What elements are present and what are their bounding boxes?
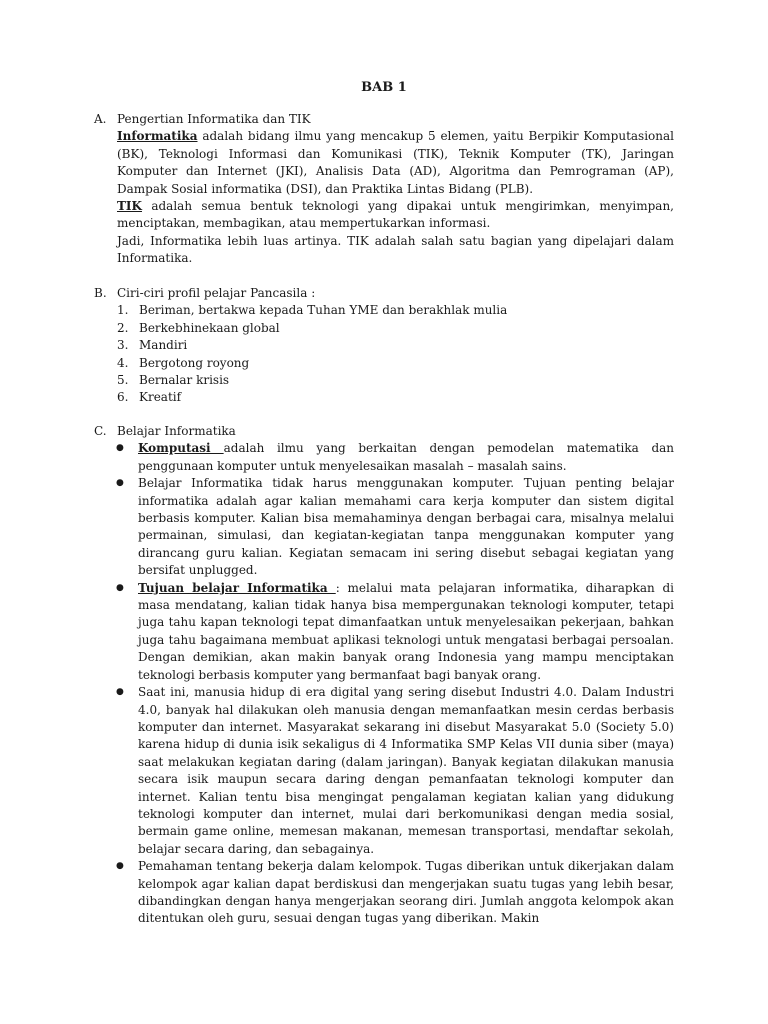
section-a-title: Pengertian Informatika dan TIK bbox=[117, 112, 311, 126]
list-text: Mandiri bbox=[139, 338, 188, 353]
list-item bbox=[112, 684, 674, 858]
bullet-icon: ● bbox=[116, 443, 124, 454]
section-b-title: Ciri-ciri profil pelajar Pancasila : bbox=[117, 286, 316, 300]
list-number: 2. bbox=[117, 320, 129, 335]
bullet-1-body: adalah ilmu yang berkaitan dengan pemodelan matematika dan penggunaan komputer untuk menyelesaikan masalah – masalah sains. bbox=[138, 441, 675, 473]
list-text: Bergotong royong bbox=[139, 355, 250, 370]
list-number: 5. bbox=[117, 373, 129, 388]
list-text: Beriman, bertakwa kepada Tuhan YME dan berakhlak mulia bbox=[139, 303, 508, 318]
list-item bbox=[117, 372, 674, 389]
list-number: 6. bbox=[117, 390, 129, 405]
list-number: 3. bbox=[117, 338, 129, 353]
paragraph-informatika-text: adalah bidang ilmu yang mencakup 5 elemen, yaitu Berpikir Komputasional (BK), Teknologi Informasi dan Komunikasi (TIK), Teknik Komputer (TK), Jaringan Komputer dan Internet (JKI), Analisis Data (AD), Algoritma dan Pemrograman (AP), Dampak Sosial informatika (DSI), dan Praktika Lintas Bidang (PLB). bbox=[117, 129, 674, 196]
list-text: Bernalar krisis bbox=[139, 373, 230, 388]
section-a bbox=[94, 111, 674, 268]
section-c-heading bbox=[94, 423, 674, 440]
section-b bbox=[94, 285, 674, 407]
bullet-icon: ● bbox=[116, 582, 124, 593]
term-komputasi: Komputasi bbox=[138, 441, 224, 456]
section-c-title: Belajar Informatika bbox=[117, 424, 236, 438]
list-text: Berkebhinekaan global bbox=[139, 320, 280, 335]
chapter-title: BAB 1 bbox=[361, 80, 407, 95]
list-item bbox=[112, 475, 674, 579]
paragraph-tik-text: adalah semua bentuk teknologi yang dipakai untuk mengirimkan, menyimpan, menciptakan, membagikan, atau mempertukarkan informasi. bbox=[117, 199, 674, 231]
bullet-text: Saat ini, manusia hidup di era digital yang sering disebut Industri 4.0. Dalam Industri 4.0, banyak hal dilakukan oleh manusia dengan memanfaatkan mesin cerdas berbasis komputer dan internet. Masyarakat sekarang ini disebut Masyarakat 5.0 (Society 5.0) karena hidup di dunia isik sekaligus di 4 Informatika SMP Kelas VII dunia siber (maya) saat melakukan kegiatan daring (dalam jaringan). Banyak kegiatan dilakukan manusia secara isik maupun secara daring dengan pemanfaatan teknologi komputer dan internet. Kalian tentu bisa mengingat pengalaman kegiatan kalian yang didukung teknologi komputer dan internet, mulai dari berkomunikasi dengan media sosial, bermain game online, memesan makanan, memesan transportasi, mendaftar sekolah, belajar secara daring, dan sebagainya. bbox=[138, 685, 674, 856]
paragraph-informatika bbox=[117, 128, 674, 198]
section-a-letter: A. bbox=[94, 112, 107, 126]
paragraph-tik bbox=[117, 198, 674, 233]
list-text: Kreatif bbox=[139, 390, 182, 405]
bullet-text: Belajar Informatika tidak harus menggunakan komputer. Tujuan penting belajar informatika adalah agar kalian memahami cara kerja komputer dan sistem digital berbasis komputer. Kalian bisa memahaminya dengan berbagai cara, misalnya melalui permainan, simulasi, dan kegiatan-kegiatan tanpa menggunakan komputer yang dirancang guru kalian. Kegiatan semacam ini sering disebut sebagai kegiatan yang bersifat unplugged. bbox=[138, 476, 674, 578]
section-c-letter: C. bbox=[94, 424, 107, 438]
term-tik: TIK bbox=[117, 199, 142, 214]
belajar-list bbox=[112, 440, 674, 927]
list-item bbox=[117, 389, 674, 406]
list-item bbox=[112, 440, 674, 475]
list-item bbox=[117, 302, 674, 319]
list-item bbox=[112, 858, 674, 928]
list-item bbox=[117, 355, 674, 372]
section-b-letter: B. bbox=[94, 286, 107, 300]
paragraph-conclusion: Jadi, Informatika lebih luas artinya. TIK adalah salah satu bagian yang dipelajari dalam Informatika. bbox=[117, 233, 674, 266]
bullet-text bbox=[138, 580, 674, 684]
bullet-text: Pemahaman tentang bekerja dalam kelompok. Tugas diberikan untuk dikerjakan dalam kelompok agar kalian dapat berdiskusi dan mengerjakan suatu tugas yang lebih besar, dibandingkan dengan hanya mengerjakan seorang diri. Jumlah anggota kelompok akan ditentukan oleh guru, sesuai dengan tugas yang diberikan. Makin bbox=[138, 859, 674, 926]
list-item bbox=[117, 337, 674, 354]
section-b-heading bbox=[94, 285, 674, 302]
list-number: 1. bbox=[117, 303, 129, 318]
pancasila-list bbox=[117, 302, 674, 406]
bullet-icon: ● bbox=[116, 687, 124, 698]
bullet-icon: ● bbox=[116, 478, 124, 489]
list-item bbox=[117, 320, 674, 337]
term-tujuan: Tujuan belajar Informatika bbox=[138, 580, 336, 595]
bullet-icon: ● bbox=[116, 861, 124, 872]
list-number: 4. bbox=[117, 355, 129, 370]
section-a-heading bbox=[94, 111, 674, 128]
bullet-3-body: : melalui mata pelajaran informatika, diharapkan di masa mendatang, kalian tidak hanya bisa mempergunakan teknologi komputer, tetapi juga tahu kapan teknologi tepat dimanfaatkan untuk menyelesaikan pekerjaan, bahkan juga tahu bagaimana membuat aplikasi teknologi untuk mengatasi berbagai persoalan. Dengan demikian, akan makin banyak orang Indonesia yang mampu menciptakan teknologi berbasis komputer yang bermanfaat bagi banyak orang. bbox=[138, 580, 674, 682]
bullet-text bbox=[138, 440, 674, 475]
term-informatika: Informatika bbox=[117, 129, 198, 144]
list-item bbox=[112, 580, 674, 684]
section-c bbox=[94, 423, 674, 928]
